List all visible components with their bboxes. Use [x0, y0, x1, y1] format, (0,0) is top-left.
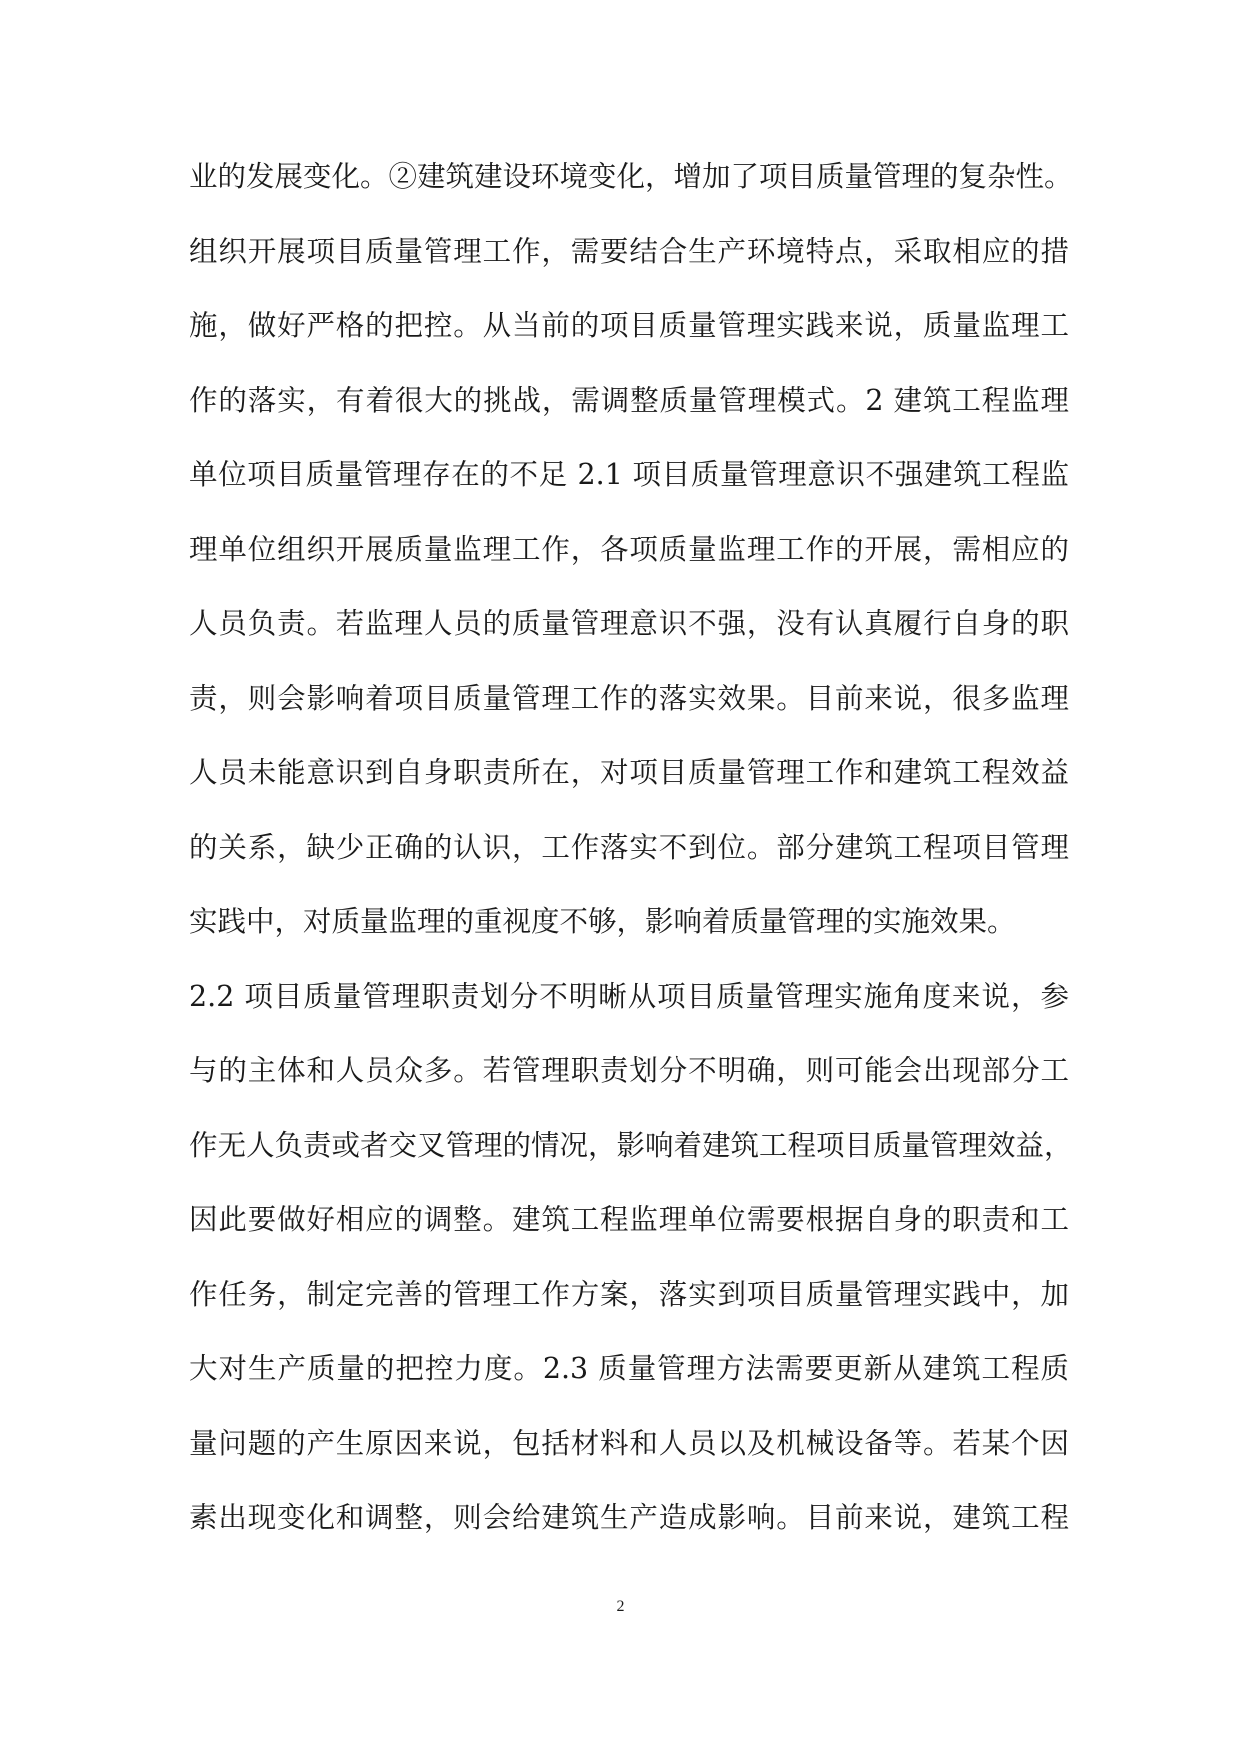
text-line: 量问题的产生原因来说，包括材料和人员以及机械设备等。若某个因	[189, 1426, 1069, 1460]
text-line: 业的发展变化。②建筑建设环境变化，增加了项目质量管理的复杂性。	[189, 160, 1073, 193]
text-line: 素出现变化和调整，则会给建筑生产造成影响。目前来说，建筑工程	[189, 1501, 1069, 1534]
text-line: 实践中，对质量监理的重视度不够，影响着质量管理的实施效果。	[189, 905, 1016, 938]
text-line: 与的主体和人员众多。若管理职责划分不明确，则可能会出现部分工	[189, 1054, 1069, 1087]
text-line: 人员负责。若监理人员的质量管理意识不强，没有认真履行自身的职	[189, 607, 1069, 640]
text-line: 作的落实，有着很大的挑战，需调整质量管理模式。2 建筑工程监理	[189, 383, 1069, 417]
text-line: 理单位组织开展质量监理工作，各项质量监理工作的开展，需相应的	[189, 532, 1069, 566]
text-line: 组织开展项目质量管理工作，需要结合生产环境特点，采取相应的措	[189, 234, 1069, 268]
body-text	[189, 140, 1073, 1556]
text-line: 的关系，缺少正确的认识，工作落实不到位。部分建筑工程项目管理	[189, 830, 1069, 864]
text-line: 人员未能意识到自身职责所在，对项目质量管理工作和建筑工程效益	[189, 756, 1069, 789]
text-line: 施，做好严格的把控。从当前的项目质量管理实践来说，质量监理工	[189, 309, 1069, 342]
text-line: 大对生产质量的把控力度。2.3 质量管理方法需要更新从建筑工程质	[189, 1352, 1069, 1385]
text-line: 因此要做好相应的调整。建筑工程监理单位需要根据自身的职责和工	[189, 1203, 1069, 1236]
text-line: 作无人负责或者交叉管理的情况，影响着建筑工程项目质量管理效益，	[189, 1128, 1073, 1162]
text-line: 责，则会影响着项目质量管理工作的落实效果。目前来说，很多监理	[189, 681, 1069, 715]
text-line: 2.2 项目质量管理职责划分不明晰从项目质量管理实施角度来说，参	[189, 979, 1069, 1013]
page-number: 2	[616, 1598, 625, 1615]
text-line: 单位项目质量管理存在的不足 2.1 项目质量管理意识不强建筑工程监	[189, 458, 1069, 491]
text-line: 作任务，制定完善的管理工作方案，落实到项目质量管理实践中，加	[189, 1277, 1069, 1311]
